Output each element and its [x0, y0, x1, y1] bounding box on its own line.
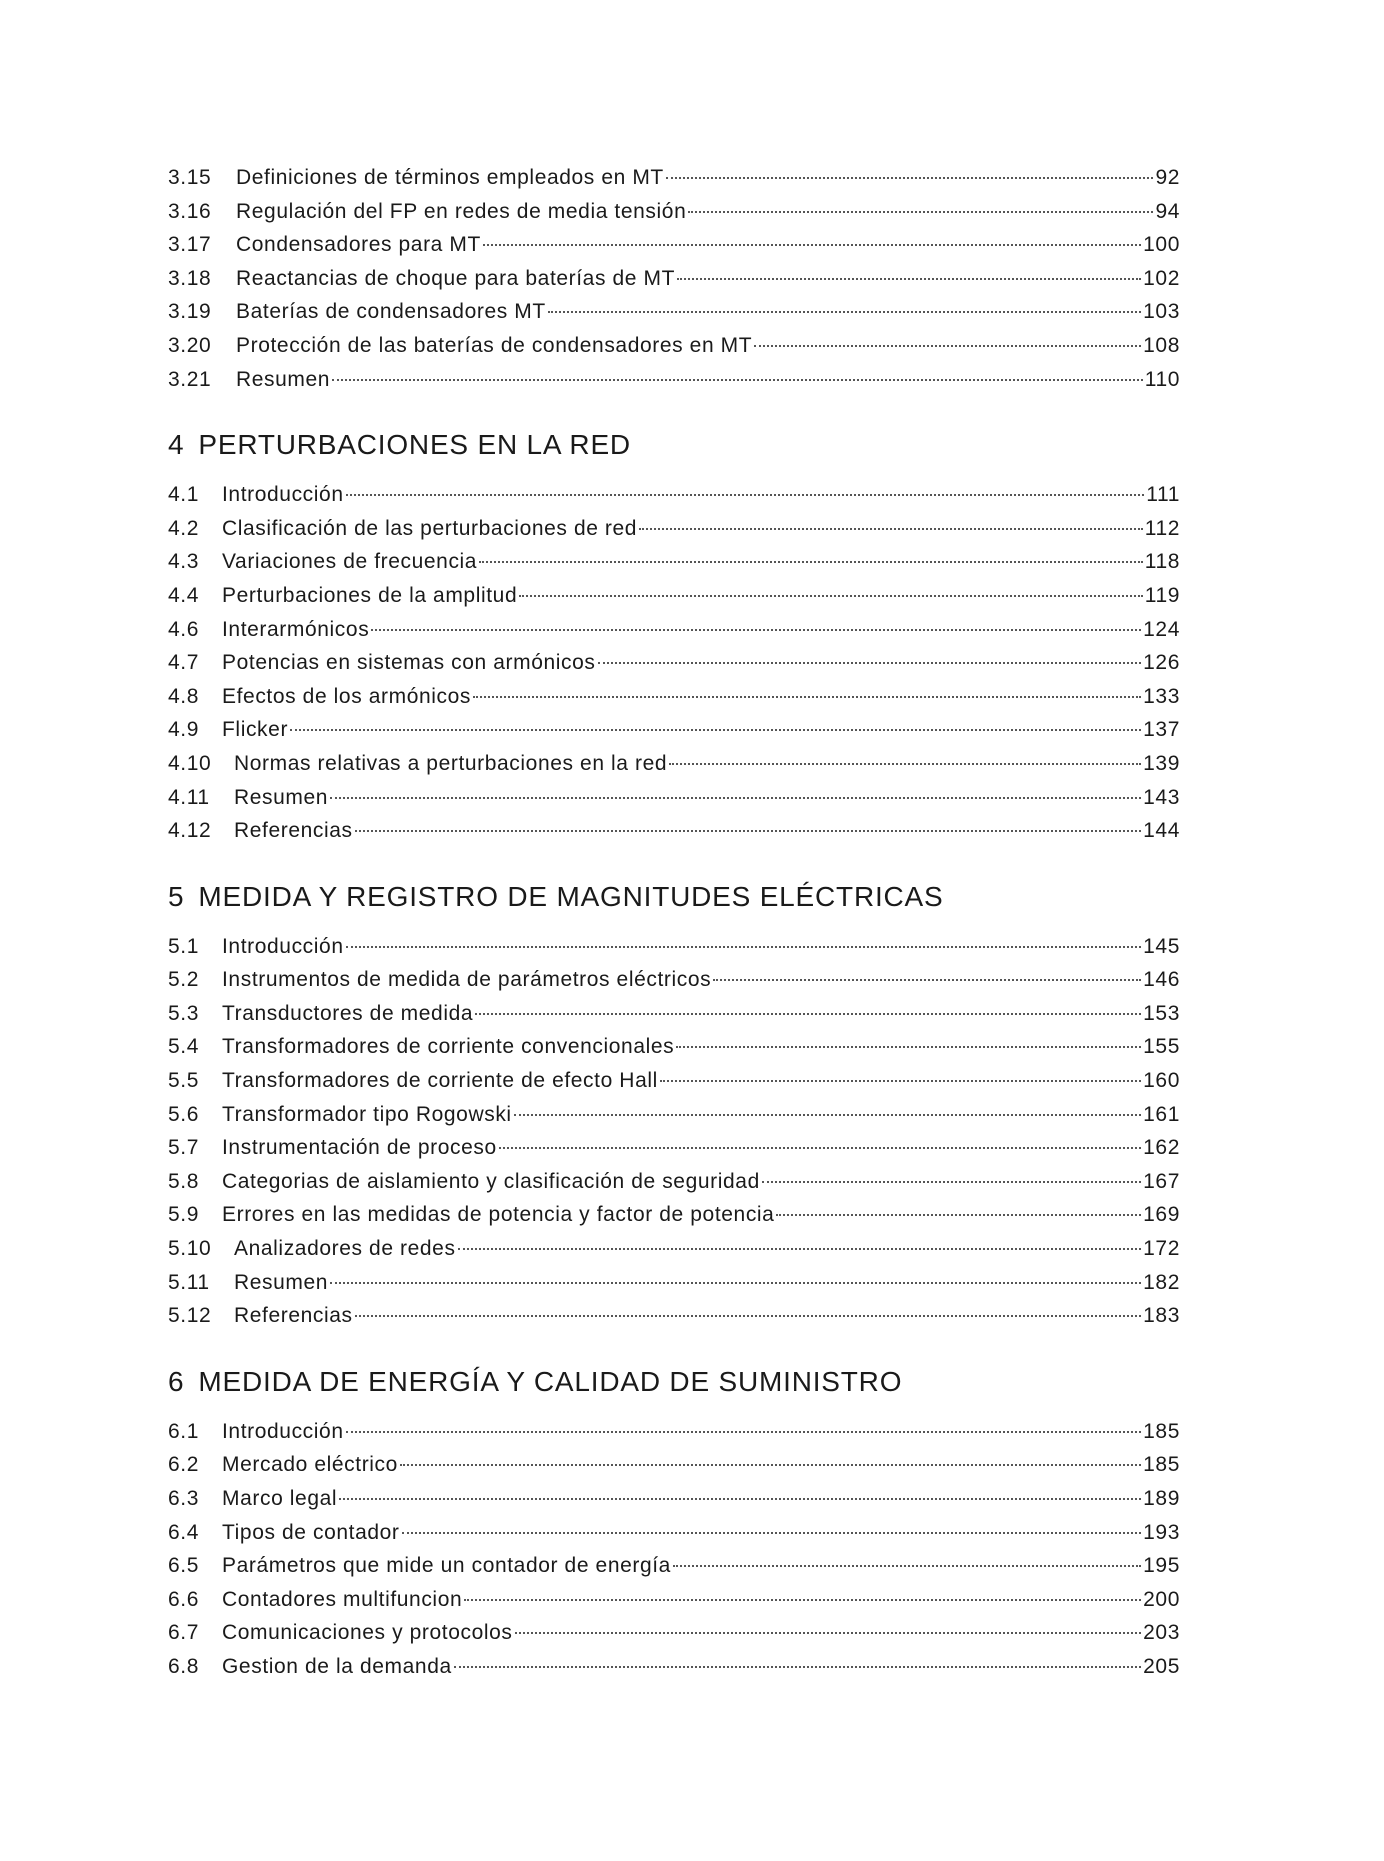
dot-leader — [346, 494, 1145, 496]
toc-entry[interactable] — [168, 200, 1180, 234]
toc-entry[interactable] — [168, 651, 1180, 685]
dot-leader — [762, 1181, 1141, 1183]
toc-entry[interactable] — [168, 718, 1180, 752]
entry-page-number: 167 — [1143, 1169, 1180, 1193]
entry-page-number: 139 — [1143, 751, 1180, 775]
toc-entry[interactable] — [168, 752, 1180, 786]
entry-number: 4.9 — [168, 718, 199, 742]
entry-page-number: 189 — [1143, 1487, 1180, 1510]
entry-number: 5.2 — [168, 968, 199, 992]
dot-leader — [402, 1532, 1142, 1534]
dot-leader — [400, 1464, 1141, 1466]
toc-entry[interactable] — [168, 1588, 1180, 1622]
dot-leader — [515, 1632, 1142, 1634]
toc-entry[interactable] — [168, 1136, 1180, 1170]
entry-number: 4.12 — [168, 819, 212, 843]
toc-entry[interactable] — [168, 517, 1180, 551]
entry-page-number: 124 — [1143, 617, 1180, 641]
entry-number: 4.2 — [168, 516, 199, 540]
toc-entry[interactable] — [168, 968, 1180, 1002]
entry-title: Transductores de medida — [222, 1001, 474, 1025]
dot-leader — [458, 1248, 1142, 1250]
toc-entry[interactable] — [168, 786, 1180, 820]
toc-entry[interactable] — [168, 819, 1180, 853]
dot-leader — [332, 379, 1143, 381]
entry-page-number: 172 — [1143, 1237, 1180, 1261]
entry-number: 4.4 — [168, 583, 199, 607]
entry-title: Protección de las baterías de condensadores en MT — [236, 333, 753, 357]
entry-page-number: 162 — [1143, 1136, 1180, 1160]
dot-leader — [776, 1214, 1141, 1216]
entry-number: 4.11 — [168, 785, 210, 809]
dot-leader — [548, 311, 1141, 313]
entry-title: Interarmónicos — [222, 617, 370, 641]
dot-leader — [479, 561, 1143, 563]
toc-entry[interactable] — [168, 1621, 1180, 1655]
entry-page-number: 108 — [1143, 333, 1180, 357]
entry-title: Referencias — [234, 1304, 353, 1328]
entry-title: Potencias en sistemas con armónicos — [222, 651, 596, 675]
dot-leader — [754, 345, 1141, 347]
dot-leader — [514, 1114, 1141, 1116]
entry-page-number: 185 — [1143, 1419, 1180, 1443]
dot-leader — [475, 1013, 1141, 1015]
entry-number: 4.8 — [168, 684, 199, 708]
entry-number: 3.17 — [168, 233, 212, 257]
dot-leader — [355, 830, 1142, 832]
dot-leader — [669, 763, 1141, 765]
toc-entry[interactable] — [168, 1521, 1180, 1555]
entry-number: 3.19 — [168, 300, 212, 324]
entry-title: Gestion de la demanda — [222, 1654, 452, 1678]
dot-leader — [598, 662, 1142, 664]
toc-entry[interactable] — [168, 935, 1180, 969]
toc-entry[interactable] — [168, 1304, 1180, 1338]
toc-entry[interactable] — [168, 1035, 1180, 1069]
entry-page-number: 145 — [1143, 934, 1180, 958]
entry-page-number: 205 — [1143, 1654, 1180, 1678]
entry-number: 5.6 — [168, 1102, 199, 1126]
toc-entry[interactable] — [168, 1420, 1180, 1454]
dot-leader — [346, 946, 1142, 948]
entry-number: 5.8 — [168, 1169, 199, 1193]
entry-page-number: 161 — [1143, 1102, 1180, 1126]
entry-page-number: 92 — [1155, 166, 1180, 189]
entry-number: 5.11 — [168, 1270, 210, 1294]
entry-page-number: 94 — [1155, 199, 1180, 223]
entry-title: Definiciones de términos empleados en MT — [236, 166, 664, 189]
entry-page-number: 169 — [1143, 1203, 1180, 1227]
toc-entry[interactable] — [168, 334, 1180, 368]
entry-number: 4.3 — [168, 550, 199, 574]
dot-leader — [688, 211, 1153, 213]
entry-title: Regulación del FP en redes de media tensión — [236, 199, 687, 223]
entry-title: Marco legal — [222, 1487, 338, 1510]
entry-title: Baterías de condensadores MT — [236, 300, 546, 324]
dot-leader — [676, 1046, 1141, 1048]
entry-number: 6.5 — [168, 1554, 199, 1578]
toc-entry[interactable] — [168, 300, 1180, 334]
entry-number: 4.1 — [168, 483, 199, 507]
entry-page-number: 160 — [1143, 1069, 1180, 1093]
entry-number: 6.8 — [168, 1654, 199, 1678]
entry-page-number: 118 — [1144, 550, 1180, 574]
entry-number: 4.10 — [168, 751, 212, 775]
entry-title: Resumen — [236, 367, 331, 391]
entry-page-number: 195 — [1143, 1554, 1180, 1578]
entry-number: 5.10 — [168, 1237, 212, 1261]
dot-leader — [371, 629, 1141, 631]
chapter-number: 4 — [168, 429, 185, 461]
entry-page-number: 111 — [1146, 483, 1180, 507]
entry-title: Transformadores de corriente convencionales — [222, 1035, 675, 1059]
entry-title: Analizadores de redes — [234, 1237, 456, 1261]
entry-number: 6.4 — [168, 1520, 199, 1544]
entry-number: 6.1 — [168, 1419, 199, 1443]
entry-number: 5.1 — [168, 934, 199, 958]
toc-entry[interactable] — [168, 1655, 1180, 1689]
dot-leader — [355, 1315, 1142, 1317]
dot-leader — [660, 1080, 1141, 1082]
toc-entry[interactable] — [168, 267, 1180, 301]
toc-entry[interactable] — [168, 618, 1180, 652]
dot-leader — [713, 979, 1141, 981]
entry-page-number: 203 — [1143, 1621, 1180, 1645]
entry-number: 5.3 — [168, 1001, 199, 1025]
toc-entry[interactable] — [168, 1453, 1180, 1487]
entry-page-number: 185 — [1143, 1453, 1180, 1477]
toc-entry[interactable] — [168, 1487, 1180, 1521]
entry-title: Transformador tipo Rogowski — [222, 1102, 512, 1126]
entry-number: 5.5 — [168, 1069, 199, 1093]
entry-title: Reactancias de choque para baterías de MT — [236, 266, 676, 290]
entry-title: Introducción — [222, 1419, 344, 1443]
entry-page-number: 137 — [1143, 718, 1180, 742]
dot-leader — [483, 244, 1141, 246]
entry-title: Referencias — [234, 819, 353, 843]
entry-title: Perturbaciones de la amplitud — [222, 583, 518, 607]
entry-title: Introducción — [222, 483, 344, 507]
entry-page-number: 102 — [1143, 266, 1180, 290]
entry-number: 6.3 — [168, 1487, 199, 1510]
dot-leader — [454, 1666, 1141, 1668]
entry-page-number: 112 — [1144, 516, 1180, 540]
toc-entry[interactable] — [168, 368, 1180, 402]
entry-page-number: 110 — [1144, 367, 1180, 391]
dot-leader — [639, 528, 1143, 530]
dot-leader — [330, 1282, 1141, 1284]
dot-leader — [346, 1431, 1142, 1433]
dot-leader — [339, 1498, 1141, 1500]
chapter-heading — [168, 429, 1180, 465]
dot-leader — [499, 1147, 1141, 1149]
chapter-heading — [168, 881, 1180, 917]
entry-page-number: 153 — [1143, 1001, 1180, 1025]
toc-entry[interactable] — [168, 685, 1180, 719]
entry-title: Instrumentación de proceso — [222, 1136, 497, 1160]
entry-title: Introducción — [222, 934, 344, 958]
entry-number: 3.16 — [168, 199, 212, 223]
toc-entry[interactable] — [168, 1554, 1180, 1588]
entry-title: Flicker — [222, 718, 289, 742]
entry-number: 6.6 — [168, 1587, 199, 1611]
dot-leader — [290, 729, 1141, 731]
chapter-heading — [168, 1366, 1180, 1402]
entry-page-number: 155 — [1143, 1035, 1180, 1059]
entry-title: Categorias de aislamiento y clasificación de seguridad — [222, 1169, 760, 1193]
entry-number: 4.6 — [168, 617, 199, 641]
entry-number: 5.7 — [168, 1136, 199, 1160]
toc-entry[interactable] — [168, 584, 1180, 618]
entry-number: 6.7 — [168, 1621, 199, 1645]
entry-title: Contadores multifuncion — [222, 1587, 463, 1611]
entry-title: Tipos de contador — [222, 1520, 400, 1544]
toc-entry[interactable] — [168, 233, 1180, 267]
toc-entry[interactable] — [168, 1237, 1180, 1271]
chapter-title: MEDIDA DE ENERGÍA Y CALIDAD DE SUMINISTRO — [198, 1365, 903, 1397]
entry-page-number: 183 — [1143, 1304, 1180, 1328]
dot-leader — [677, 278, 1141, 280]
toc-entry[interactable] — [168, 1103, 1180, 1137]
entry-page-number: 119 — [1144, 583, 1180, 607]
chapter-title: PERTURBACIONES EN LA RED — [198, 429, 631, 461]
chapter-title: MEDIDA Y REGISTRO DE MAGNITUDES ELÉCTRICAS — [198, 880, 944, 912]
dot-leader — [464, 1599, 1141, 1601]
entry-number: 3.15 — [168, 166, 212, 189]
entry-number: 6.2 — [168, 1453, 199, 1477]
chapter-number: 5 — [168, 880, 185, 912]
table-of-contents — [168, 166, 1180, 1689]
entry-title: Resumen — [234, 785, 329, 809]
dot-leader — [666, 177, 1154, 179]
entry-number: 5.4 — [168, 1035, 199, 1059]
entry-title: Transformadores de corriente de efecto Hall — [222, 1069, 658, 1093]
dot-leader — [330, 797, 1141, 799]
entry-page-number: 126 — [1143, 651, 1180, 675]
entry-number: 4.7 — [168, 651, 199, 675]
toc-entry[interactable] — [168, 1203, 1180, 1237]
entry-title: Mercado eléctrico — [222, 1453, 398, 1477]
entry-number: 5.12 — [168, 1304, 212, 1328]
entry-title: Efectos de los armónicos — [222, 684, 472, 708]
entry-title: Normas relativas a perturbaciones en la red — [234, 751, 668, 775]
entry-number: 5.9 — [168, 1203, 199, 1227]
entry-page-number: 146 — [1143, 968, 1180, 992]
entry-number: 3.18 — [168, 266, 212, 290]
entry-page-number: 200 — [1143, 1587, 1180, 1611]
toc-entry[interactable] — [168, 1002, 1180, 1036]
entry-page-number: 143 — [1143, 785, 1180, 809]
entry-number: 3.20 — [168, 333, 212, 357]
toc-entry[interactable] — [168, 1271, 1180, 1305]
dot-leader — [519, 595, 1142, 597]
entry-title: Variaciones de frecuencia — [222, 550, 478, 574]
entry-title: Clasificación de las perturbaciones de red — [222, 516, 638, 540]
entry-page-number: 133 — [1143, 684, 1180, 708]
entry-page-number: 103 — [1143, 300, 1180, 324]
entry-page-number: 193 — [1143, 1520, 1180, 1544]
entry-title: Condensadores para MT — [236, 233, 481, 257]
entry-title: Parámetros que mide un contador de energía — [222, 1554, 671, 1578]
entry-title: Resumen — [234, 1270, 329, 1294]
toc-entry[interactable] — [168, 166, 1180, 200]
dot-leader — [673, 1565, 1141, 1567]
entry-number: 3.21 — [168, 367, 212, 391]
toc-entry[interactable] — [168, 550, 1180, 584]
toc-entry[interactable] — [168, 1069, 1180, 1103]
entry-page-number: 100 — [1143, 233, 1180, 257]
chapter-number: 6 — [168, 1365, 185, 1397]
toc-entry[interactable] — [168, 1170, 1180, 1204]
entry-title: Comunicaciones y protocolos — [222, 1621, 513, 1645]
entry-title: Instrumentos de medida de parámetros eléctricos — [222, 968, 712, 992]
dot-leader — [473, 696, 1141, 698]
toc-entry[interactable] — [168, 483, 1180, 517]
entry-page-number: 144 — [1143, 819, 1180, 843]
entry-title: Errores en las medidas de potencia y factor de potencia — [222, 1203, 775, 1227]
entry-page-number: 182 — [1143, 1270, 1180, 1294]
